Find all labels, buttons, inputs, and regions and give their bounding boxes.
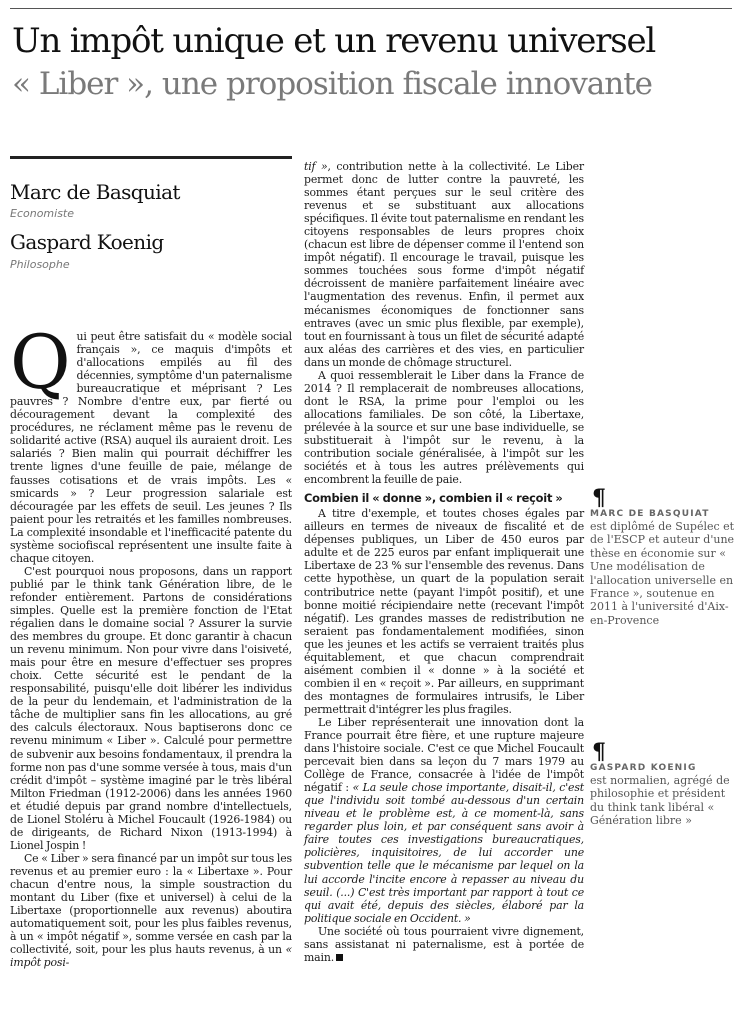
byline-rule: [10, 156, 292, 159]
quote: « La seule chose importante, disait-il, c'est que l'individu soit tombé au-dessous d'un certain niveau et le problème est, à ce moment-là, sans regarder plus loin, et par conséquent sans avoir à faire toutes ces investigations bureaucratiques, policières, inquisitoires, de lui accorder une subvention telle que le mécanisme par lequel on la lui accorde l'incite encore à repasser au niveau du seuil. (...) C'est très important par rapport à tout ce qui avait été, depuis des siècles, élaboré par la politique sociale en Occident. »: [304, 781, 585, 925]
author-name: Gaspard Koenig: [10, 230, 164, 254]
bio-name: GASPARD KOENIG: [590, 763, 697, 773]
author-bio: [590, 739, 738, 828]
paragraph: Ce « Liber » sera financé par un impôt sur tous les revenus et au premier euro : la « Libertaxe ». Pour chacun d'entre nous, la simple soustraction du montant du Liber (fixe et universel) à celui de la Libertaxe (proportionnelle aux revenus) aboutira automatiquement soit, pour les plus faibles revenus, à un « impôt négatif », somme versée en cash par la collectivité, soit, pour les plus hauts revenus, à un « impôt posi-: [10, 851, 292, 970]
end-mark-icon: [336, 954, 343, 961]
bio-text: est diplômé de Supélec et de l'ESCP et auteur d'une thèse en économie sur « Une modélisation de l'allocation universelle en France », soutenue en 2011 à l'université d'Aix-en-Provence: [590, 520, 735, 627]
paragraph: C'est pourquoi nous proposons, dans un rapport publié par le think tank Génération libre, de le refonder entièrement. Partons de considérations simples. Quelle est la première fonction de l'Etat régalien dans le domaine social ? Assurer la survie des membres du groupe. Et donc garantir à chacun un revenu minimum. Non pour vivre dans l'oisiveté, mais pour être en mesure d'effectuer ses propres choix. Cette sécurité est le pendant de la responsabilité, puisqu'elle doit libérer les individus de la peur du lendemain, et l'administration de la tâche de multiplier sans fin les allocations, au gré des calculs électoraux. Nous baptiserons donc ce revenu minimum « Liber ». Calculé pour permettre de subvenir aux besoins fondamentaux, il prendra la forme non pas d'une somme versée à tous, mais d'un crédit d'impôt – système imaginé par le très libéral Milton Friedman (1912-2006) dans les années 1960 et étudié depuis par grand nombre d'intellectuels, de Lionel Stoléru à Michel Foucault (1926-1984) ou de dirigeants, de Richard Nixon (1913-1994) à Lionel Jospin !: [10, 564, 292, 852]
paragraph: tif », contribution nette à la collectivité. Le Liber permet donc de lutter contre la pauvreté, les sommes étant perçues sur le seul critère des revenus et se substituant aux allocations spécifiques. Il évite tout paternalisme en rendant les citoyens responsables de leurs propres choix (chacun est libre de dépenser comme il l'entend son impôt négatif). Il encourage le travail, puisque les sommes touchées sous forme d'impôt négatif décroissent de manière parfaitement linéaire avec l'augmentation des revenus. Enfin, il permet aux mécanismes économiques de fonctionner sans entraves (avec un smic plus flexible, par exemple), tout en fournissant à tous un filet de sécurité adapté aux aléas des carrières et des vies, en particulier dans un monde de chômage structurel.: [304, 160, 584, 369]
paragraph: Le Liber représenterait une innovation dont la France pourrait être fière, et une rupture majeure dans l'histoire sociale. C'est ce que Michel Foucault percevait bien dans sa leçon du 7 mars 1979 au Collège de France, consacrée à l'idée de l'impôt négatif : « La seule chose importante, disait-il, c'est que l'individu soit tombé au-dessous d'un certain niveau et le problème est, à ce moment-là, sans regarder plus loin, et par conséquent sans avoir à faire toutes ces investigations bureaucratiques, policières, inquisitoires, de lui accorder une subvention telle que le mécanisme par lequel on la lui accorde l'incite encore à repasser au niveau du seuil. (...) C'est très important par rapport à tout ce qui avait été, depuis des siècles, élaboré par la politique sociale en Occident. »: [304, 715, 585, 925]
author-role: Economiste: [10, 207, 75, 220]
pilcrow-icon: ¶: [592, 739, 606, 765]
paragraph: A titre d'exemple, et toutes choses égales par ailleurs en termes de niveaux de fiscalité et de dépenses publiques, un Liber de 450 euros par adulte et de 225 euros par enfant impliquerait une Libertaxe de 23 % sur l'ensemble des revenus. Dans cette hypothèse, un quart de la population serait contributrice nette (payant l'impôt positif), et une bonne moitié récipiendaire nette (recevant l'impôt négatif). Les grandes masses de redistribution ne seraient pas fondamentalement modifiées, sinon que les jeunes et les actifs se verraient traités plus équitablement, et que chacun comprendrait aisément combien il « donne » à la société et combien il en « reçoit ». Par ailleurs, en supprimant des montagnes de formulaires intrusifs, le Liber permettrait d'intégrer les plus fragiles.: [304, 507, 584, 716]
article-subtitle: « Liber », une proposition fiscale innovante: [12, 66, 653, 102]
column-1: [10, 320, 292, 970]
top-rule: [10, 8, 732, 9]
bio-text: est normalien, agrégé de philosophie et président du think tank libéral « Génération libre »: [590, 774, 730, 828]
paragraph: Qui peut être satisfait du « modèle social français », ce maquis d'impôts et d'allocations empilés au fil des décennies, symptôme d'un paternalisme bureaucratique et méprisant ? Les pauvres ? Nombre d'entre eux, par fierté ou découragement devant la complexité des procédures, ne réclament même pas le revenu de solidarité active (RSA) auquel ils auraient droit. Les salariés ? Bien malin qui pourrait déchiffrer les trente lignes d'une feuille de paie, mélange de fausses cotisations et de vrais impôts. Les « smicards » ? Leur progression salariale est découragée par les effets de seuil. Les jeunes ? Ils paient pour les retraités et les familles nombreuses. La complexité insondable et l'inefficacité patente du système sociofiscal représentent une insulte faite à chaque citoyen.: [10, 320, 292, 565]
paragraph: Une société où tous pourraient vivre dignement, sans assistanat ni paternalisme, est à portée de main.: [304, 924, 584, 964]
bio-name: MARC DE BASQUIAT: [590, 509, 710, 519]
author-bio: [590, 485, 738, 627]
drop-cap: Q: [10, 320, 71, 406]
author-role: Philosophe: [10, 258, 70, 271]
paragraph: A quoi ressemblerait le Liber dans la France de 2014 ? Il remplacerait de nombreuses allocations, dont le RSA, la prime pour l'emploi ou les allocations familiales. De son côté, la Libertaxe, prélevée à la source et sur une base individuelle, se substituerait à l'impôt sur le revenu, à la contribution sociale généralisée, à l'impôt sur les sociétés et à tous les autres prélèvements qui encombrent la feuille de paie.: [304, 368, 584, 487]
column-2: [304, 160, 584, 964]
pilcrow-icon: ¶: [592, 485, 606, 511]
author-name: Marc de Basquiat: [10, 180, 180, 204]
article-title: Un impôt unique et un revenu universel: [12, 21, 656, 61]
intertitle: Combien il « donne », combien il « reçoit »: [304, 491, 563, 506]
